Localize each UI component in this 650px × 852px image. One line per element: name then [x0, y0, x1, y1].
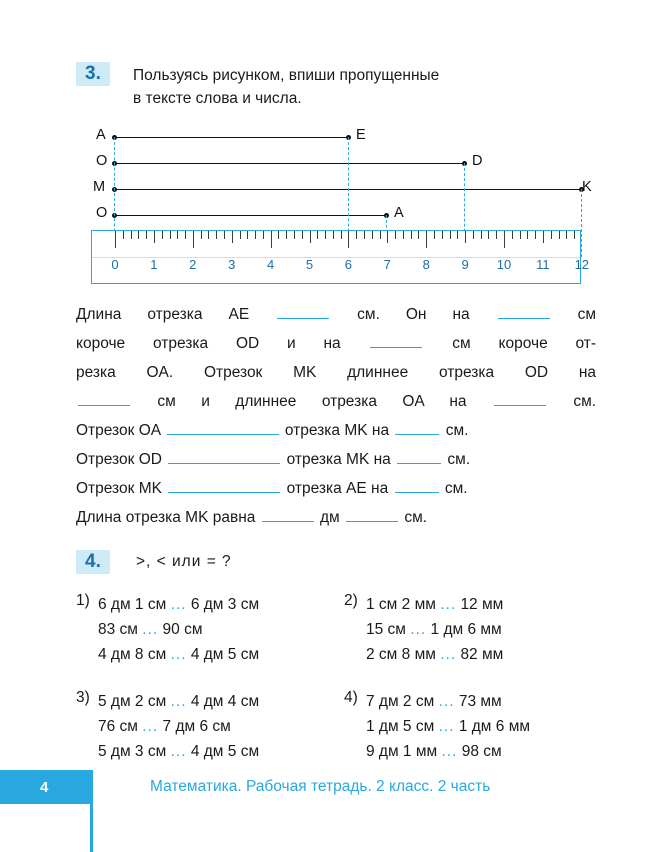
- ruler-number-9: 9: [461, 257, 469, 272]
- comparison-row[interactable]: [98, 617, 259, 642]
- word: см.: [357, 306, 380, 323]
- task-3-prompt-line-1: Пользуясь рисунком, впиши пропущенные: [133, 67, 440, 84]
- word: дм: [320, 509, 340, 526]
- point-label-E: E: [356, 127, 366, 143]
- word: OD: [138, 451, 162, 468]
- comparison-blank[interactable]: ...: [438, 718, 455, 735]
- word: см: [577, 306, 597, 323]
- word: длиннее: [347, 364, 409, 381]
- ruler-number-6: 6: [344, 257, 353, 272]
- answer-blank[interactable]: [397, 448, 441, 464]
- right-value: 90 см: [162, 621, 203, 638]
- word: Отрезок: [203, 364, 263, 381]
- right-value: 1 дм 6 мм: [458, 718, 531, 735]
- comparison-blank[interactable]: ...: [440, 646, 457, 663]
- answer-blank[interactable]: [346, 506, 398, 522]
- word: короче: [76, 335, 126, 352]
- segment-line-OA: [114, 215, 386, 216]
- word: отрезка: [321, 393, 377, 410]
- fill-line-6: [76, 445, 596, 474]
- comparison-blank[interactable]: ...: [142, 718, 159, 735]
- task-4-number: 4.: [76, 550, 110, 574]
- word: OA: [402, 393, 424, 410]
- fill-line-3: [76, 358, 596, 387]
- left-value: 1 см 2 мм: [366, 596, 436, 613]
- fill-in-text: [76, 300, 596, 532]
- word: AE: [346, 480, 367, 497]
- comparison-group: [76, 592, 344, 667]
- word: см: [452, 335, 471, 352]
- ruler-number-5: 5: [305, 257, 314, 272]
- ruler-number-4: 4: [266, 257, 275, 272]
- fill-line-4: [76, 387, 596, 416]
- word: отрезка: [286, 451, 342, 468]
- group-rows: [98, 592, 259, 667]
- word: равна: [212, 509, 256, 526]
- word: OA: [138, 422, 161, 439]
- word: на: [449, 393, 467, 410]
- answer-blank[interactable]: [167, 419, 279, 435]
- point-label-M: M: [93, 179, 106, 195]
- ruler-number-1: 1: [150, 257, 158, 272]
- word: на: [578, 364, 597, 381]
- footer-caption: Математика. Рабочая тетрадь. 2 класс. 2 часть: [150, 778, 491, 795]
- word: на: [323, 335, 341, 352]
- group-index: 1): [76, 592, 90, 609]
- comparison-blank[interactable]: ...: [170, 693, 187, 710]
- fill-line-8: [76, 503, 596, 532]
- left-value: 5 дм 3 см: [98, 743, 167, 760]
- group-index: 3): [76, 689, 90, 706]
- comparison-group: [344, 592, 596, 667]
- comparison-row[interactable]: [366, 714, 530, 739]
- word: см: [157, 393, 176, 410]
- word: см.: [404, 509, 428, 526]
- right-value: 6 дм 3 см: [190, 596, 260, 613]
- task-3-number: 3.: [76, 62, 110, 86]
- fill-line-5: [76, 416, 596, 445]
- comparison-row[interactable]: [98, 642, 259, 667]
- word: Длина: [76, 306, 122, 323]
- comparison-blank[interactable]: ...: [410, 621, 427, 638]
- comparison-row[interactable]: [366, 642, 503, 667]
- right-value: 12 мм: [460, 596, 504, 613]
- answer-blank[interactable]: [498, 303, 550, 319]
- fill-line-7: [76, 474, 596, 503]
- word: отрезка: [284, 422, 341, 439]
- word: отрезка: [286, 480, 342, 497]
- word: длиннее: [235, 393, 297, 410]
- ruler-number-3: 3: [228, 257, 236, 272]
- word: Длина: [76, 509, 122, 526]
- comparison-blank[interactable]: ...: [438, 693, 455, 710]
- word: OD: [524, 364, 549, 381]
- task-3-prompt: [133, 64, 596, 110]
- word: на: [452, 306, 470, 323]
- right-value: 98 см: [461, 743, 502, 760]
- point-label-O-bottom: O: [96, 205, 108, 221]
- segment-line-OD: [114, 163, 464, 164]
- word: короче: [498, 335, 548, 352]
- comparison-row[interactable]: [366, 739, 530, 764]
- word: MK: [293, 364, 317, 381]
- task-4-items: [76, 592, 596, 764]
- ruler-number-2: 2: [189, 257, 197, 272]
- word: резка: [76, 364, 116, 381]
- ruler: [91, 230, 590, 284]
- fill-line-2: [76, 329, 596, 358]
- right-value: 4 дм 4 см: [190, 693, 260, 710]
- point-label-K: K: [582, 179, 592, 195]
- word: отрезка: [125, 509, 181, 526]
- word: и: [287, 335, 296, 352]
- word: от-: [575, 335, 597, 352]
- page-number: 4: [40, 779, 49, 796]
- answer-blank[interactable]: [395, 477, 439, 493]
- comparison-blank[interactable]: ...: [170, 596, 187, 613]
- task-3-prompt-line-2: в тексте слова и числа.: [133, 90, 302, 107]
- word: MK: [346, 451, 370, 468]
- left-value: 2 см 8 мм: [366, 646, 436, 663]
- ruler-number-7: 7: [383, 257, 391, 272]
- ruler-number-0: 0: [111, 257, 119, 272]
- word: MK: [344, 422, 368, 439]
- comparison-group: [76, 689, 344, 764]
- word: MK: [138, 480, 162, 497]
- answer-blank[interactable]: [168, 477, 280, 493]
- answer-blank[interactable]: [262, 506, 314, 522]
- comparison-blank[interactable]: ...: [170, 646, 187, 663]
- left-value: 7 дм 2 см: [366, 693, 435, 710]
- point-label-D: D: [472, 153, 483, 169]
- right-value: 4 дм 5 см: [190, 646, 260, 663]
- right-value: 82 мм: [460, 646, 504, 663]
- right-value: 4 дм 5 см: [190, 743, 260, 760]
- left-value: 4 дм 8 см: [98, 646, 167, 663]
- comparison-row[interactable]: [98, 714, 259, 739]
- segment-line-AE: [114, 137, 348, 138]
- point-label-O-top: O: [96, 153, 108, 169]
- word: Отрезок: [76, 422, 135, 439]
- comparison-row[interactable]: [366, 617, 503, 642]
- word: AE: [228, 306, 250, 323]
- word: на: [371, 422, 390, 439]
- comparison-blank[interactable]: ...: [440, 596, 457, 613]
- word: см.: [444, 480, 468, 497]
- word: Он: [405, 306, 427, 323]
- word: и: [201, 393, 210, 410]
- comparison-blank[interactable]: ...: [142, 621, 159, 638]
- comparison-row[interactable]: [366, 689, 530, 714]
- group-index: 4): [344, 689, 358, 706]
- word: Отрезок: [76, 451, 135, 468]
- answer-blank[interactable]: [395, 419, 439, 435]
- comparison-row[interactable]: [98, 592, 259, 617]
- word: отрезка: [438, 364, 495, 381]
- ruler-number-12: 12: [574, 257, 590, 272]
- word: см.: [447, 451, 471, 468]
- answer-blank[interactable]: [168, 448, 280, 464]
- left-value: 83 см: [98, 621, 138, 638]
- left-value: 15 см: [366, 621, 406, 638]
- comparison-blank[interactable]: ...: [441, 743, 458, 760]
- word: Отрезок: [76, 480, 135, 497]
- word: см.: [573, 393, 597, 410]
- comparison-row[interactable]: [98, 689, 259, 714]
- left-value: 9 дм 1 мм: [366, 743, 438, 760]
- comparison-row[interactable]: [98, 739, 259, 764]
- word: MK: [185, 509, 209, 526]
- left-value: 76 см: [98, 718, 138, 735]
- word: OA.: [146, 364, 174, 381]
- answer-blank[interactable]: [494, 390, 546, 406]
- word: на: [373, 451, 391, 468]
- task-4-signs: >, < или = ?: [136, 553, 232, 570]
- group-index: 2): [344, 592, 358, 609]
- comparison-blank[interactable]: ...: [170, 743, 187, 760]
- word: отрезка: [152, 335, 209, 352]
- word: см.: [445, 422, 469, 439]
- right-value: 73 мм: [458, 693, 502, 710]
- fill-line-1: [76, 300, 596, 329]
- right-value: 7 дм 6 см: [162, 718, 231, 735]
- answer-blank[interactable]: [370, 332, 422, 348]
- word: на: [371, 480, 389, 497]
- left-value: 6 дм 1 см: [98, 596, 167, 613]
- comparison-group: [344, 689, 596, 764]
- word: OD: [235, 335, 260, 352]
- answer-blank[interactable]: [277, 303, 329, 319]
- ruler-number-8: 8: [422, 257, 430, 272]
- point-label-A-top: A: [96, 127, 106, 143]
- left-value: 5 дм 2 см: [98, 693, 167, 710]
- ruler-number-11: 11: [536, 257, 550, 272]
- answer-blank[interactable]: [78, 390, 130, 406]
- projection-dash-12cm: [581, 189, 582, 257]
- left-value: 1 дм 5 см: [366, 718, 435, 735]
- group-rows: [98, 689, 259, 764]
- group-rows: [366, 592, 503, 667]
- right-value: 1 дм 6 мм: [430, 621, 502, 638]
- word: отрезка: [147, 306, 203, 323]
- footer-vertical-rule: [90, 770, 93, 852]
- ruler-number-10: 10: [496, 257, 512, 272]
- group-rows: [366, 689, 530, 764]
- point-label-A-bottom: A: [394, 205, 404, 221]
- segments-figure: [76, 125, 596, 285]
- comparison-row[interactable]: [366, 592, 503, 617]
